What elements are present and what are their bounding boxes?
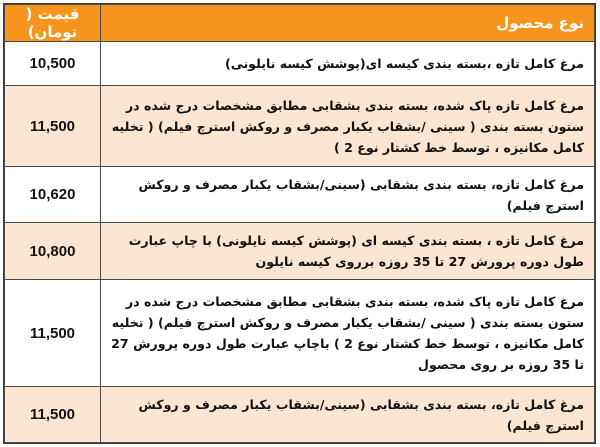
price-table-container	[3, 3, 596, 444]
product-description-cell: مرغ کامل تازه پاک شده، بسته بندی بشقابی مطابق مشخصات درج شده در ستون بسته بندی ( سینی /بشقاب یکبار مصرف و روکش استرچ فیلم) ( تخلیه کامل مکانیزه ، توسط خط کشتار نوع 2 )	[101, 86, 595, 167]
table-row	[5, 42, 595, 86]
price-cell: 10,500	[5, 42, 101, 86]
table-header-row	[5, 5, 595, 42]
product-type-column-header: نوع محصول	[101, 5, 595, 42]
table-row	[5, 167, 595, 223]
price-cell: 10,620	[5, 167, 101, 223]
table-row	[5, 86, 595, 167]
product-description-cell: مرغ کامل تازه ،بسته بندی کیسه ای(پوشش کیسه نایلونی)	[101, 42, 595, 86]
table-row	[5, 222, 595, 280]
price-cell: 10,800	[5, 222, 101, 280]
table-row	[5, 280, 595, 387]
price-cell: 11,500	[5, 86, 101, 167]
table-row	[5, 387, 595, 443]
product-description-cell: مرغ کامل تازه، بسته بندی بشقابی (سینی/بشقاب یکبار مصرف و روکش استرچ فیلم)	[101, 387, 595, 443]
price-cell: 11,500	[5, 280, 101, 387]
product-description-cell: مرغ کامل تازه ، بسته بندی کیسه ای (پوشش کیسه نایلونی) با چاپ عبارت طول دوره پرورش 27 تا 35 روزه برروی کیسه نایلون	[101, 222, 595, 280]
product-description-cell: مرغ کامل تازه پاک شده، بسته بندی بشقابی مطابق مشخصات درج شده در ستون بسته بندی ( سینی /بشقاب یکبار مصرف و روکش استرچ فیلم) ( تخلیه کامل مکانیزه ، توسط خط کشتار نوع 2 ) باچاپ عبارت طول دوره پرورش 27 تا 35 روزه بر روی محصول	[101, 280, 595, 387]
product-description-cell: مرغ کامل تازه، بسته بندی بشقابی (سینی/بشقاب یکبار مصرف و روکش استرچ فیلم)	[101, 167, 595, 223]
price-column-header: قیمت ( تومان)	[5, 5, 101, 42]
price-cell: 11,500	[5, 387, 101, 443]
price-table	[4, 4, 595, 443]
